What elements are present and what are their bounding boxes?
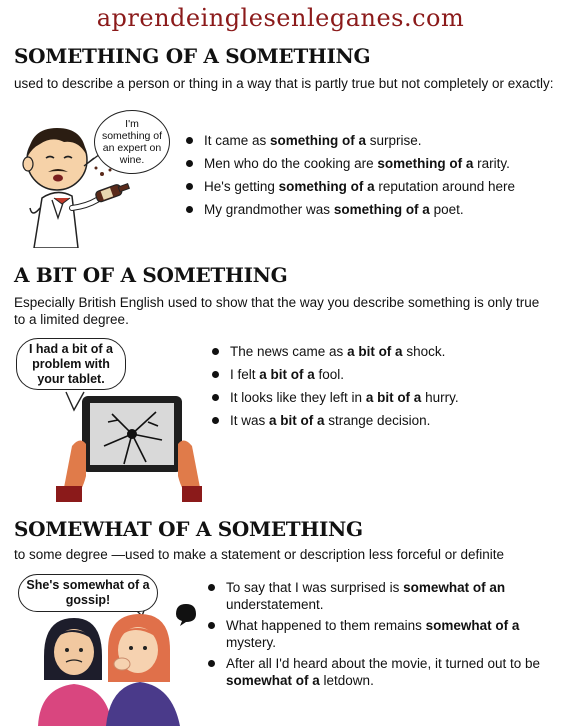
section-heading: A BIT OF A SOMETHING bbox=[14, 263, 288, 287]
list-item: My grandmother was something of a poet. bbox=[184, 201, 544, 218]
section-definition: Especially British English used to show that the way you describe something is only true to a limited degree. bbox=[14, 295, 540, 327]
site-title: aprendeinglesenleganes.com bbox=[96, 4, 465, 32]
list-item: What happened to them remains somewhat of a mystery. bbox=[206, 617, 546, 651]
list-item: After all I'd heard about the movie, it turned out to be somewhat of a letdown. bbox=[206, 655, 546, 689]
section-heading: SOMETHING OF A SOMETHING bbox=[14, 44, 371, 68]
speech-bubble bbox=[18, 574, 158, 612]
list-item: It came as something of a surprise. bbox=[184, 132, 544, 149]
speech-bubble-text: I'm something of an expert on wine. bbox=[101, 118, 163, 166]
list-item: It looks like they left in a bit of a hurry. bbox=[210, 389, 550, 406]
speech-bubble bbox=[94, 110, 170, 174]
speech-bubble bbox=[16, 338, 126, 390]
speech-bubble-text: She's somewhat of a gossip! bbox=[26, 578, 150, 607]
section-definition: to some degree —used to make a statement or description less forceful or definite bbox=[14, 547, 505, 562]
list-item: It was a bit of a strange decision. bbox=[210, 412, 550, 429]
section-definition: used to describe a person or thing in a way that is partly true but not completely or exactly: bbox=[14, 76, 554, 91]
section-heading: SOMEWHAT OF A SOMETHING bbox=[14, 517, 363, 541]
list-item: Men who do the cooking are something of a rarity. bbox=[184, 155, 544, 172]
example-list bbox=[206, 579, 546, 689]
list-item: He's getting something of a reputation around here bbox=[184, 178, 544, 195]
list-item: The news came as a bit of a shock. bbox=[210, 343, 550, 360]
example-list bbox=[210, 343, 550, 429]
list-item: I felt a bit of a fool. bbox=[210, 366, 550, 383]
list-item: To say that I was surprised is somewhat of an understatement. bbox=[206, 579, 546, 613]
example-list bbox=[184, 132, 544, 218]
speech-bubble-text: I had a bit of a problem with your tablet. bbox=[28, 341, 114, 386]
gossip-illustration bbox=[30, 600, 200, 726]
